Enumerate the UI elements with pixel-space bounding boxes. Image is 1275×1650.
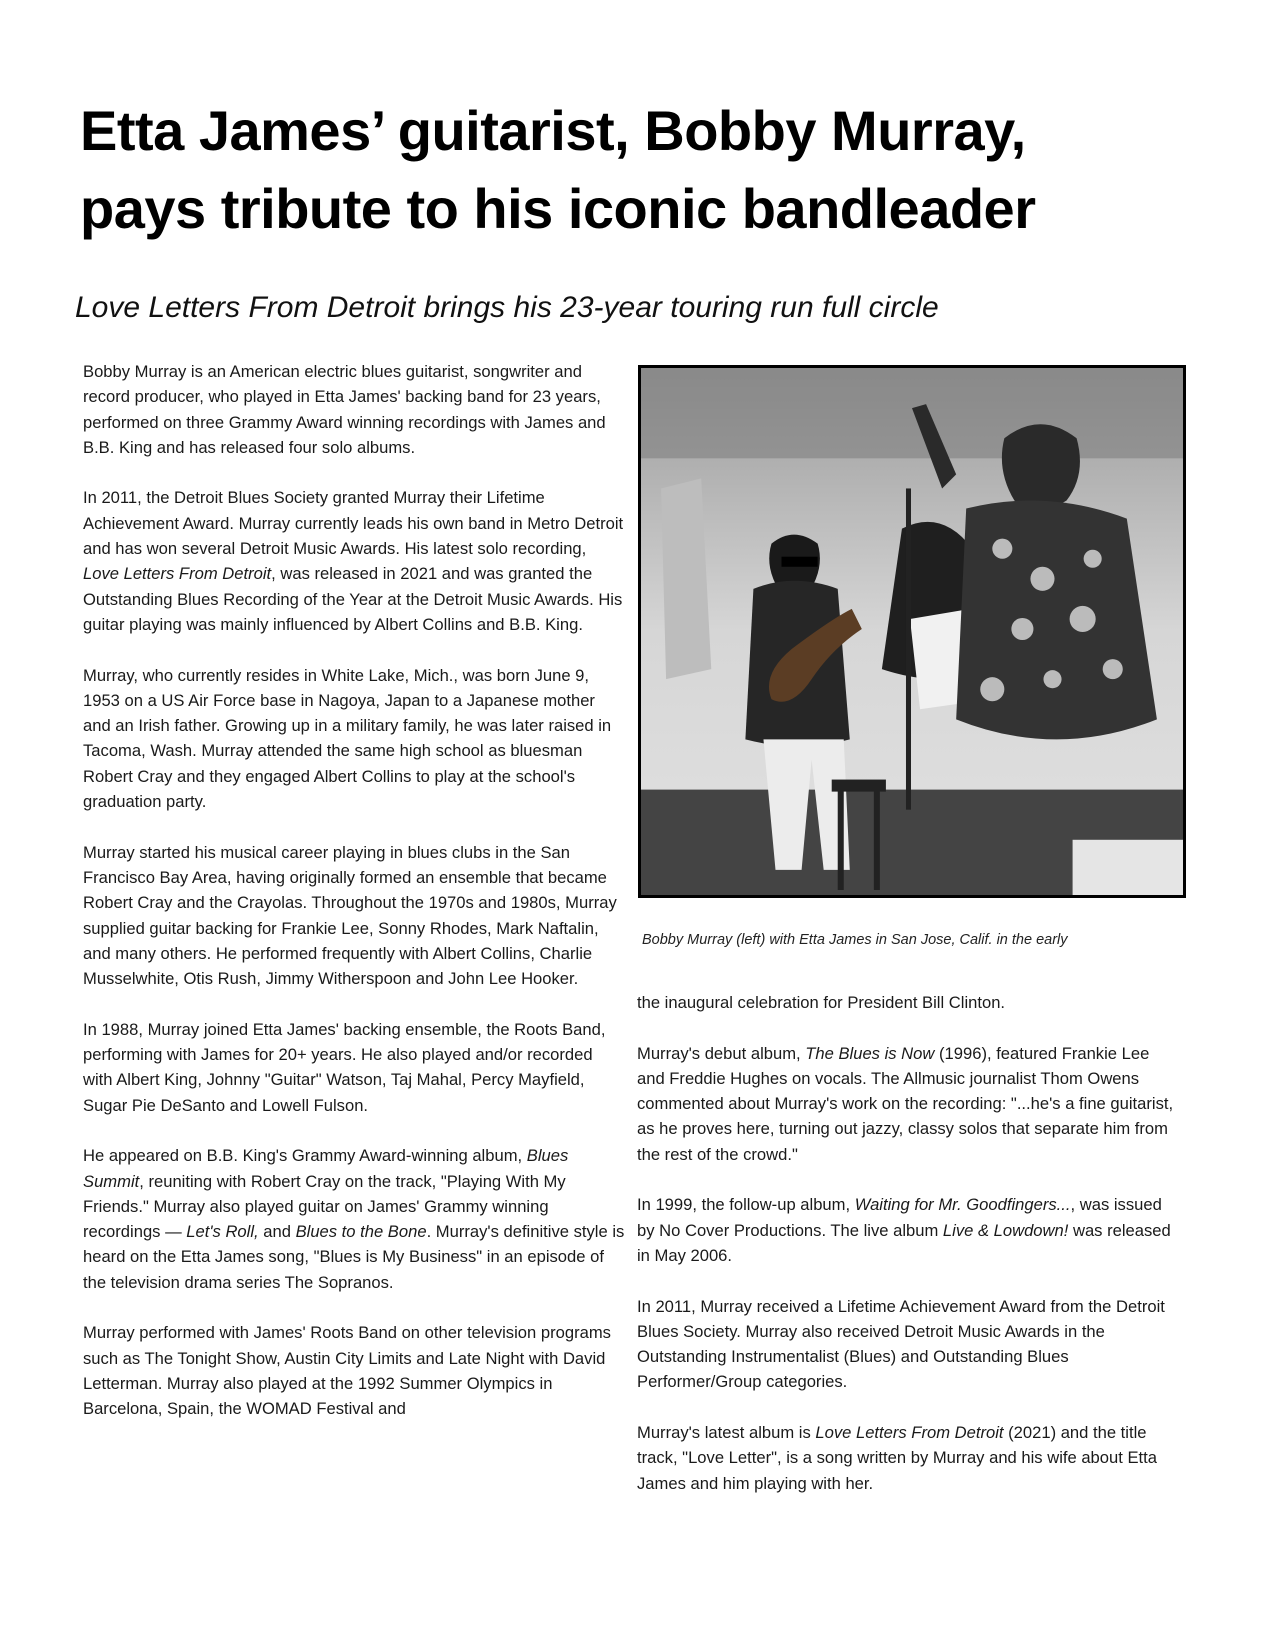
- photo-caption: Bobby Murray (left) with Etta James in San Jose, Calif. in the early: [642, 932, 1068, 948]
- paragraph: Murray, who currently resides in White Lake, Mich., was born June 9, 1953 on a US Air Force base in Nagoya, Japan to a Japanese mother and an Irish father. Growing up in a military family, he was later raised in Tacoma, Wash. Murray attended the same high school as bluesman Robert Cray and they engaged Albert Collins to play at the school's graduation party.: [83, 665, 612, 812]
- left-column: [83, 359, 625, 1447]
- paragraph: Murray's latest album is Love Letters From Detroit (2021) and the title track, "Love Letter", is a song written by Murray and his wife about Etta James and him playing with her.: [637, 1423, 1157, 1493]
- paragraph: Murray's debut album, The Blues is Now (1996), featured Frankie Lee and Freddie Hughes on vocals. The Allmusic journalist Thom Owens commented about Murray's work on the recording: "...he's a fine guitarist, as he proves here, turning out jazzy, classy solos that separate him from the rest of the crowd.": [637, 1043, 1174, 1164]
- paragraph: Murray performed with James' Roots Band on other television programs such as The Tonight Show, Austin City Limits and Late Night with David Letterman. Murray also played at the 1992 Summer Olympics in Barcelona, Spain, the WOMAD Festival and: [83, 1323, 611, 1419]
- headline-line-2: pays tribute to his iconic bandleader: [80, 177, 1036, 240]
- paragraph: In 2011, Murray received a Lifetime Achievement Award from the Detroit Blues Society. Murray also received Detroit Music Awards in the Outstanding Instrumentalist (Blues) and Outstanding Blues Performer/Group categories.: [637, 1296, 1165, 1392]
- paragraph: the inaugural celebration for President Bill Clinton.: [637, 993, 1006, 1012]
- article-headline: [80, 92, 1210, 248]
- article-photo: [638, 365, 1186, 898]
- paragraph: In 1988, Murray joined Etta James' backing ensemble, the Roots Band, performing with James for 20+ years. He also played and/or recorded with Albert King, Johnny "Guitar" Watson, Taj Mahal, Percy Mayfield, Sugar Pie DeSanto and Lowell Fulson.: [83, 1019, 606, 1115]
- paragraph: Bobby Murray is an American electric blues guitarist, songwriter and record producer, who played in Etta James' backing band for 23 years, performed on three Grammy Award winning recordings with James and B.B. King and has released four solo albums.: [83, 362, 606, 457]
- paragraph: In 1999, the follow-up album, Waiting for Mr. Goodfingers..., was issued by No Cover Productions. The live album Live & Lowdown! was released in May 2006.: [637, 1195, 1171, 1265]
- article-subhead: Love Letters From Detroit brings his 23-year touring run full circle: [75, 291, 939, 324]
- right-column: [637, 990, 1179, 1521]
- concert-photo-image: [641, 368, 1183, 895]
- headline-line-1: Etta James’ guitarist, Bobby Murray,: [80, 99, 1026, 162]
- paragraph: In 2011, the Detroit Blues Society granted Murray their Lifetime Achievement Award. Murray currently leads his own band in Metro Detroit and has won several Detroit Music Awards. His latest solo recording, Love Letters From Detroit, was released in 2021 and was granted the Outstanding Blues Recording of the Year at the Detroit Music Awards. His guitar playing was mainly influenced by Albert Collins and B.B. King.: [83, 488, 624, 634]
- paragraph: Murray started his musical career playing in blues clubs in the San Francisco Bay Area, having originally formed an ensemble that became Robert Cray and the Crayolas. Throughout the 1970s and 1980s, Murray supplied guitar backing for Frankie Lee, Sonny Rhodes, Mark Naftalin, and many others. He performed frequently with Albert Collins, Charlie Musselwhite, Otis Rush, Jimmy Witherspoon and John Lee Hooker.: [83, 842, 617, 989]
- paragraph: He appeared on B.B. King's Grammy Award-winning album, Blues Summit, reuniting with Robert Cray on the track, "Playing With My Friends." Murray also played guitar on James' Grammy winning recordings — Let's Roll, and Blues to the Bone. Murray's definitive style is heard on the Etta James song, "Blues is My Business" in an episode of the television drama series The Sopranos.: [83, 1146, 625, 1292]
